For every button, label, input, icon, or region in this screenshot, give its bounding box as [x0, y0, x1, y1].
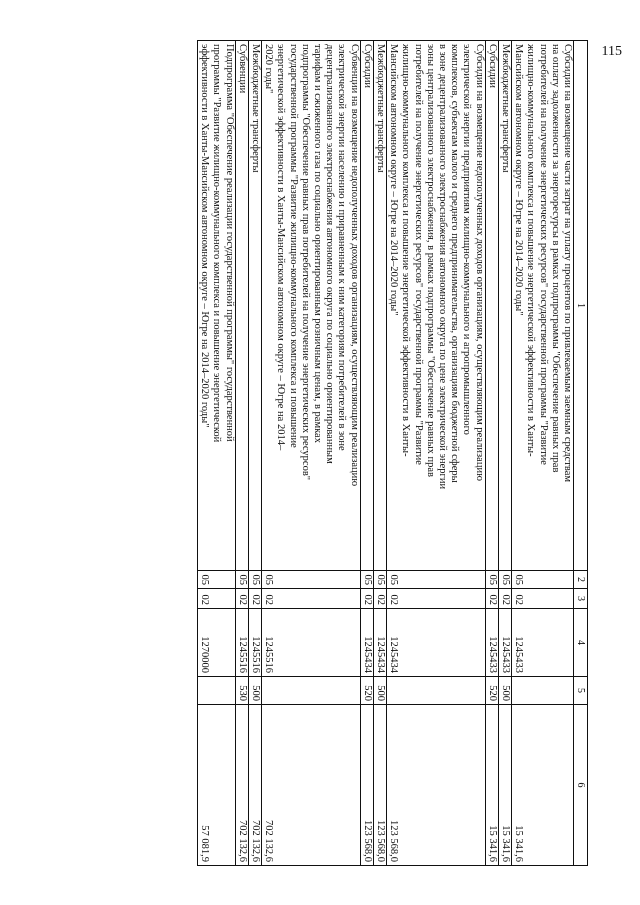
header-cell: 6 — [574, 705, 588, 866]
section-code: 05 — [511, 571, 573, 589]
target-code: 1245433 — [511, 609, 573, 677]
amount: 57 081,9 — [197, 705, 235, 866]
amount: 702 132,6 — [235, 705, 248, 866]
row-description: Субсидии на возмещение недополученных доходов организациям, осуществляющим реализацию электрической энергии предприятиям жилищно-коммунального и агропромышленного комплексов, субъектам малого и среднего предпринимательства, организациям бюджетной сферы в зоне децентрализованного электроснабжения автономного округа по цене электрической энергии зоны централизованного электроснабжения, в рамках подпрограммы "Обеспечение равных прав потребителей на получение энергетических ресурсов" государственной программы "Развитие жилищно-коммунального комплекса и повышение энергетической эффективности в Ханты- Мансийском автономном округе – Югре на 2014–2020 годы" — [386, 41, 485, 571]
section-code: 05 — [248, 571, 261, 589]
subsection-code: 02 — [197, 589, 235, 609]
row-description: Субсидии — [485, 41, 498, 571]
expense-type-code: 500 — [498, 677, 511, 705]
row-description: Субвенции на возмещение недополученных доходов организациям, осуществляющим реализацию электрической энергии населению и приравненным к ним категориям потребителей в зоне децентрализованного электроснабжения автономного округа по социально ориентированным тарифам и сжиженного газа по социально ориентированным розничным ценам, в рамках подпрограммы "Обеспечение равных прав потребителей на получение энергетических ресурсов" государственной программы "Развитие жилищно-коммунального комплекса и повышение энергетической эффективности в Ханты-Мансийском автономном округе – Югре на 2014– 2020 годы" — [261, 41, 360, 571]
subsection-code: 02 — [386, 589, 485, 609]
table-row — [235, 41, 248, 866]
amount: 123 568,0 — [386, 705, 485, 866]
row-description: Субсидии — [360, 41, 373, 571]
amount: 123 568,0 — [373, 705, 386, 866]
table-row — [373, 41, 386, 866]
target-code: 1245434 — [373, 609, 386, 677]
amount: 15 341,6 — [498, 705, 511, 866]
table-row — [360, 41, 373, 866]
header-cell: 4 — [574, 609, 588, 677]
table-row — [498, 41, 511, 866]
section-code: 05 — [197, 571, 235, 589]
table-row — [485, 41, 498, 866]
expense-type-code: 500 — [373, 677, 386, 705]
expense-type-code: 500 — [248, 677, 261, 705]
section-code: 05 — [373, 571, 386, 589]
header-cell: 1 — [574, 41, 588, 571]
amount: 702 132,6 — [261, 705, 360, 866]
row-description: Подпрограмма "Обеспечение реализации государственной программы" государственной программы "Развитие жилищно-коммунального комплекса и повышение энергетической эффективности в Ханты-Мансийском автономном округе – Югре на 2014–2020 годы" — [197, 41, 235, 571]
header-cell: 3 — [574, 589, 588, 609]
section-code: 05 — [498, 571, 511, 589]
target-code: 1270000 — [197, 609, 235, 677]
table-row — [511, 41, 573, 866]
table-row — [261, 41, 360, 866]
subsection-code: 02 — [261, 589, 360, 609]
row-description: Субвенции — [235, 41, 248, 571]
amount: 123 568,0 — [360, 705, 373, 866]
subsection-code: 02 — [373, 589, 386, 609]
target-code: 1245516 — [248, 609, 261, 677]
subsection-code: 02 — [511, 589, 573, 609]
section-code: 05 — [261, 571, 360, 589]
section-code: 05 — [386, 571, 485, 589]
page-number: 115 — [601, 44, 622, 59]
table-row — [248, 41, 261, 866]
subsection-code: 02 — [235, 589, 248, 609]
row-description: Межбюджетные трансферты — [373, 41, 386, 571]
target-code: 1245433 — [485, 609, 498, 677]
amount: 702 132,6 — [248, 705, 261, 866]
target-code: 1245516 — [261, 609, 360, 677]
expense-type-code: 520 — [485, 677, 498, 705]
expense-type-code: 520 — [360, 677, 373, 705]
subsection-code: 02 — [360, 589, 373, 609]
target-code: 1245434 — [386, 609, 485, 677]
section-code: 05 — [235, 571, 248, 589]
amount: 15 341,6 — [485, 705, 498, 866]
subsection-code: 02 — [498, 589, 511, 609]
row-description: Субсидии на возмещение части затрат на уплату процентов по привлекаемым заемным средствам на оплату задолженности за энергоресурсы в рамках подпрограммы "Обеспечение равных прав потребителей на получение энергетических ресурсов" государственной программы "Развитие жилищно-коммунального комплекса и повышение энергетической эффективности в Ханты- Мансийском автономном округе – Югре на 2014–2020 годы" — [511, 41, 573, 571]
expense-type-code — [386, 677, 485, 705]
header-cell: 2 — [574, 571, 588, 589]
header-row — [574, 41, 588, 866]
budget-table — [197, 40, 588, 866]
expense-type-code — [261, 677, 360, 705]
row-description: Межбюджетные трансферты — [498, 41, 511, 571]
target-code: 1245516 — [235, 609, 248, 677]
header-cell: 5 — [574, 677, 588, 705]
expense-type-code: 530 — [235, 677, 248, 705]
table-row — [197, 41, 235, 866]
row-description: Межбюджетные трансферты — [248, 41, 261, 571]
section-code: 05 — [360, 571, 373, 589]
target-code: 1245434 — [360, 609, 373, 677]
expense-type-code — [197, 677, 235, 705]
expense-type-code — [511, 677, 573, 705]
subsection-code: 02 — [248, 589, 261, 609]
amount: 15 341,6 — [511, 705, 573, 866]
subsection-code: 02 — [485, 589, 498, 609]
section-code: 05 — [485, 571, 498, 589]
table-row — [386, 41, 485, 866]
target-code: 1245433 — [498, 609, 511, 677]
